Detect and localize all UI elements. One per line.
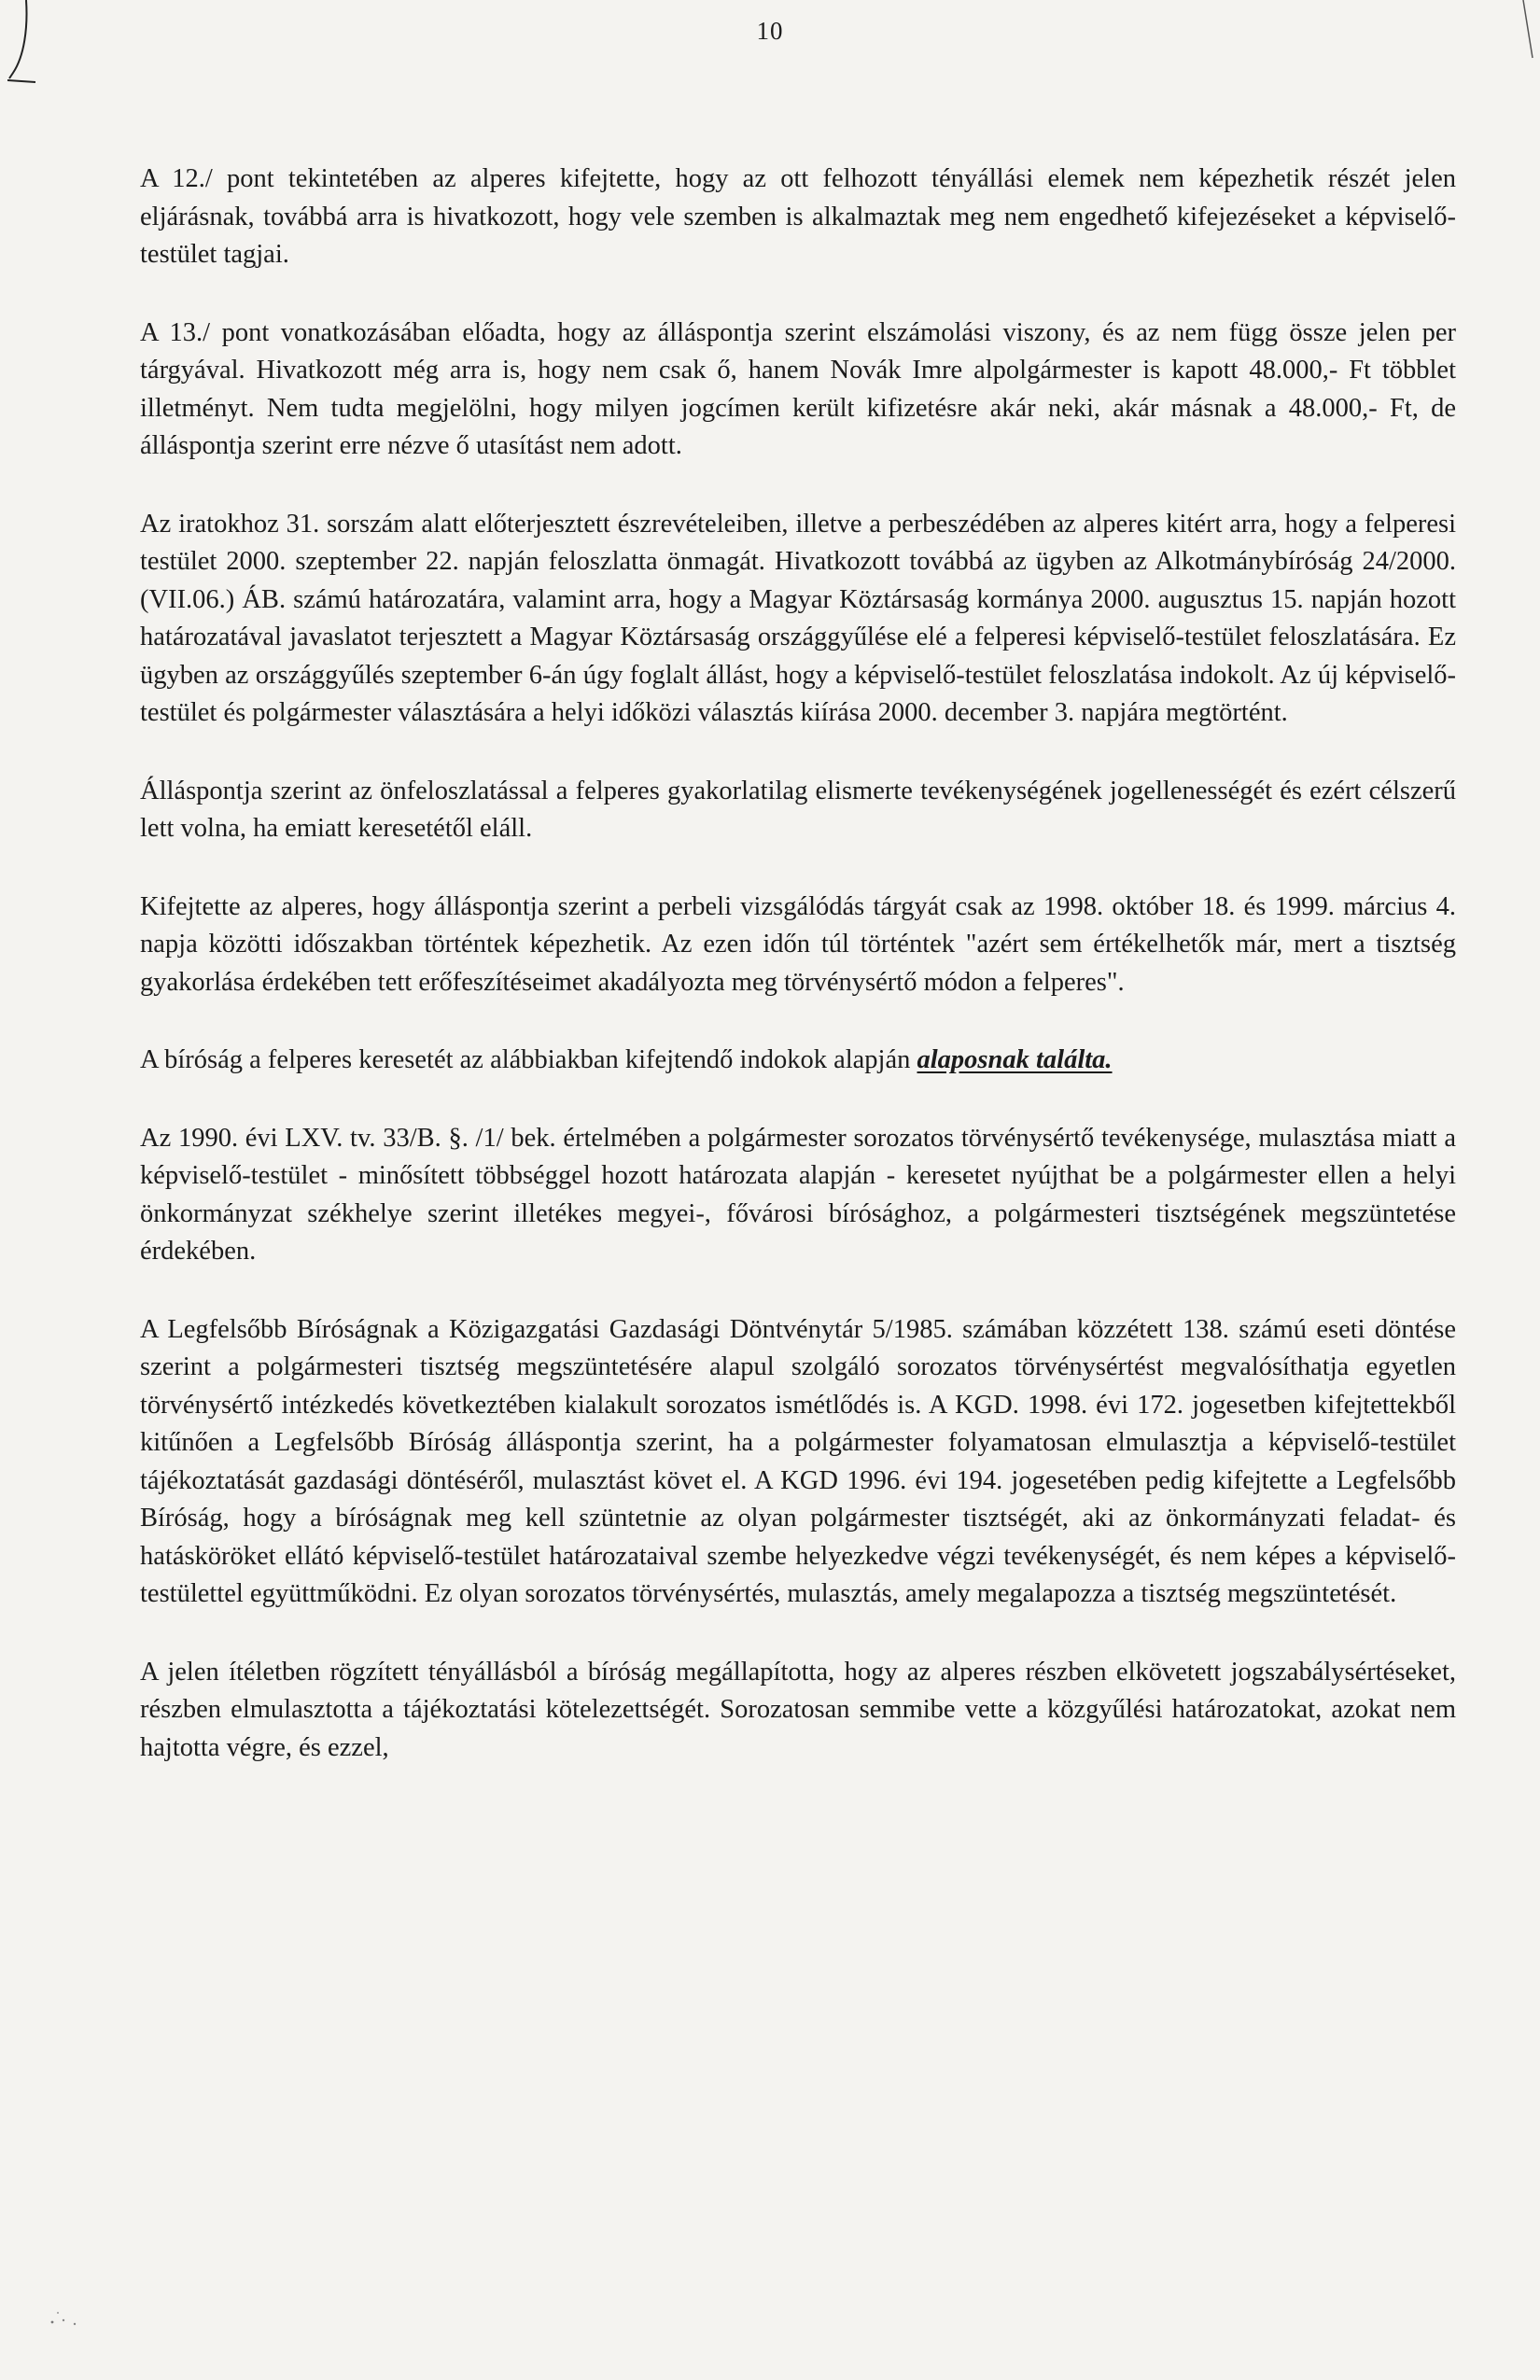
document-body <box>140 161 1456 1807</box>
paragraph: A 12./ pont tekintetében az alperes kifejtette, hogy az ott felhozott tényállási elemek nem képezhetik részét jelen eljárásnak, továbbá arra is hivatkozott, hogy vele szemben is alkalmaztak meg nem engedhető kifejezéseket a képviselő-testület tagjai. <box>140 164 1456 269</box>
paragraph: A jelen ítéletben rögzített tényállásból a bíróság megállapította, hogy az alperes részben elkövetett jogszabálysértéseket, részben elmulasztotta a tájékoztatási kötelezettségét. Sorozatosan semmibe vette a közgyűlési határozatokat, azokat nem hajtotta végre, és ezzel, <box>140 1657 1456 1762</box>
paragraph: Az 1990. évi LXV. tv. 33/B. §. /1/ bek. értelmében a polgármester sorozatos törvénysértő tevékenysége, mulasztása miatt a képviselő-testület - minősített többséggel hozott határozata alapján - keresetet nyújthat be a polgármester ellen a helyi önkormányzat székhelye szerint illetékes megyei-, fővárosi bírósághoz, a polgármesteri tisztségének megszüntetése érdekében. <box>140 1123 1456 1266</box>
paragraph: A Legfelsőbb Bíróságnak a Közigazgatási Gazdasági Döntvénytár 5/1985. számában közzétett 138. számú eseti döntése szerint a polgármesteri tisztség megszüntetésére alapul szolgáló sorozatos törvénysértést megvalósíthatja egyetlen törvénysértő intézkedés következtében kialakult sorozatos ismétlődés is. A KGD. 1998. évi 172. jogesetben kifejtettekből kitűnően a Legfelsőbb Bíróság álláspontja szerint, ha a polgármester folyamatosan elmulasztja a képviselő-testület tájékoztatását gazdasági döntéséről, mulasztást követ el. A KGD 1996. évi 194. jogesetében pedig kifejtette a Legfelsőbb Bíróság, hogy a bíróságnak meg kell szüntetnie az olyan polgármester tisztségét, aki az önkormányzati feladat- és hatásköröket ellátó képviselő-testület határozataival szembe helyezkedve végzi tevékenységét, és nem képes a képviselő-testülettel együttműködni. Ez olyan sorozatos törvénysértés, mulasztás, amely megalapozza a tisztség megszüntetését. <box>140 1314 1456 1608</box>
verdict-text: A bíróság a felperes keresetét az alábbiakban kifejtendő indokok alapján <box>140 1045 917 1074</box>
paragraph-verdict <box>140 1042 1456 1080</box>
paragraph: Kifejtette az alperes, hogy álláspontja szerint a perbeli vizsgálódás tárgyát csak az 1998. október 18. és 1999. március 4. napja közötti időszakban történtek képezhetik. Az ezen időn túl történtek "azért sem értékelhetők már, mert a tisztség gyakorlása érdekében tett erőfeszítéseimet akadályozta meg törvénysértő módon a felperes". <box>140 891 1456 997</box>
verdict-emphasis: alaposnak találta. <box>917 1045 1113 1074</box>
page-number: 10 <box>756 17 784 45</box>
paragraph: Álláspontja szerint az önfeloszlatással a felperes gyakorlatilag elismerte tevékenységének jogellenességét és ezért célszerű lett volna, ha emiatt keresetétől eláll. <box>140 776 1456 843</box>
scan-speckles <box>47 2303 103 2331</box>
paragraph: Az iratokhoz 31. sorszám alatt előterjesztett észrevételeiben, illetve a perbeszédében az alperes kitért arra, hogy a felperesi testület 2000. szeptember 22. napján feloszlatta önmagát. Hivatkozott továbbá az ügyben az Alkotmánybíróság 24/2000. (VII.06.) ÁB. számú határozatára, valamint arra, hogy a Magyar Köztársaság kormánya 2000. augusztus 15. napján hozott határozatával javaslatot terjesztett a Magyar Köztársaság országgyűlése elé a felperesi képviselő-testület feloszlatására. Ez ügyben az országgyűlés szeptember 6-án úgy foglalt állást, hogy a képviselő-testület feloszlatása indokolt. Az új képviselő-testület és polgármester választására a helyi időközi választás kiírása 2000. december 3. napjára megtörtént. <box>140 509 1456 727</box>
paragraph: A 13./ pont vonatkozásában előadta, hogy az álláspontja szerint elszámolási viszony, és az nem függ össze jelen per tárgyával. Hivatkozott még arra is, hogy nem csak ő, hanem Novák Imre alpolgármester is kapott 48.000,- Ft többlet illetményt. Nem tudta megjelölni, hogy milyen jogcímen került kifizetésre akár neki, akár másnak a 48.000,- Ft, de álláspontja szerint erre nézve ő utasítást nem adott. <box>140 317 1456 460</box>
